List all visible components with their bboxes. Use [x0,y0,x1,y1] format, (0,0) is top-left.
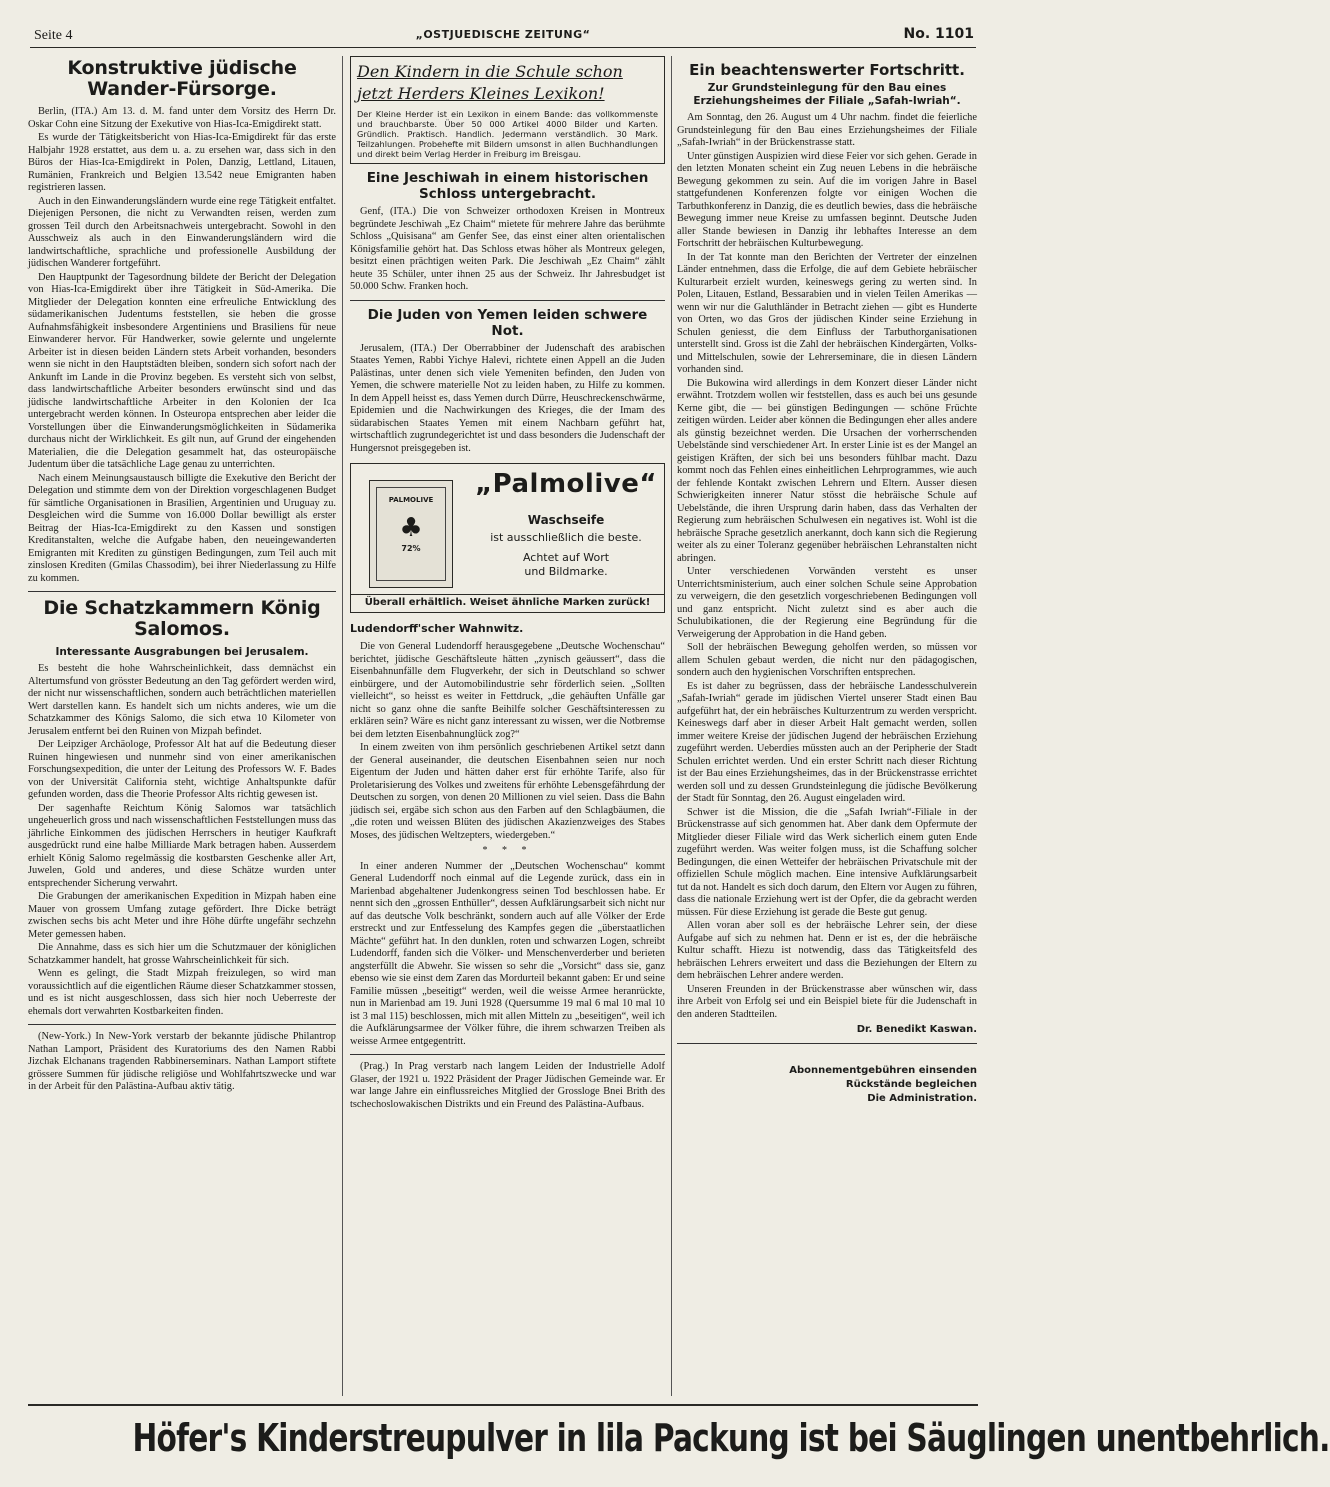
soap-package-image [369,480,453,588]
news-item: (New-York.) In New-York verstarb der bekannte jüdische Philantrop Nathan Lamport, Präsident des Kuratoriums des den Namen Rabbi Jizchak Elchanans tragenden Rabbinerseminars. Nathan Lamport stiftete grössere Summen für jüdische religiöse und Wohlfahrtszwecke und war in der Arbeit für den Palästina-Aufbau aktiv tätig. [28,1031,336,1092]
ad-script-line: jetzt Herders Kleines Lexikon! [357,84,605,103]
administration-notice [677,1064,977,1106]
article-paragraph: Es ist daher zu begrüssen, dass der hebräische Landesschulverein „Safah-Iwriah“ gerade im jüdischen Viertel unserer Stadt einen Bau aufgeführt hat, der ein hebräisches Kulturzentrum zu werden verspricht. Keineswegs darf aber in dieser Arbeit Halt gemacht werden, sollen immer weitere Kreise der jüdischen Jugend der hebräischen Erziehung zugeführt werden. Ueberdies müssten auch an der Peripherie der Stadt Schulen errichtet werden. Und ein erster Schritt nach dieser Richtung ist der Bau eines Erziehungsheimes, das in der Brückenstrasse errichtet werden soll und zu dessen Grundsteinlegung die jüdische Bevölkerung der Stadt für Sonntag, den 26. August eingeladen wird. [677,680,977,804]
article-divider [28,591,336,592]
article-subheadline: Zur Grundsteinlegung für den Bau eines Erziehungsheimes der Filiale „Safah-Iwriah“. [693,82,961,107]
article-headline: Die Schatzkammern König Salomos. [43,597,321,640]
article-paragraph: In der Tat konnte man den Berichten der Vertreter der einzelnen Länder entnehmen, dass die Erfolge, die auf dem Gebiete hebräischer Kulturarbeit erzielt wurden, keineswegs gering zu werten sind. In Polen, Litauen, Estland, Bessarabien und in vielen Teilen Amerikas — wenn wir nur die Galuthländer in Betracht ziehen — gibt es Hunderte von Orten, wo das Gros der jüdischen Kinder seine Erziehung in Schulen geniesst, die dem Einfluss der Tarbuthorganisationen unterstellt sind. Gross ist die Zahl der hebräischen Kindergärten, Volks- und Mittelschulen, sowie der Lehrerseminare, die in diesen Ländern vorhanden sind. [677,251,977,375]
ad-body: Der Kleine Herder ist ein Lexikon in einem Bande: das vollkommenste und brauchbarste. Über 50 000 Artikel 4000 Bilder und Karten. Gründlich. Praktisch. Handlich. Jedermann verständlich. 30 Mark. Teilzahlungen. Probehefte mit Bildern umsonst in allen Buchhandlungen und direkt beim Verlag Herder in Freiburg im Breisgau. [357,109,658,159]
article-paragraph: Schwer ist die Mission, die die „Safah Iwriah“-Filiale in der Brückenstrasse auf sich genommen hat. Aber dank dem Opfermute der Mitglieder dieser Filiale wird das Werk sicherlich einem guten Ende zugeführt werden. Was weiter folgen muss, ist die Schaffung solcher Bedingungen, die einen Wetteifer der hebräischen Privatschule mit der offiziellen Schule möglich machen. Eine intensive Aufklärungsarbeit tut da not. Handelt es sich doch darum, den Eltern vor Augen zu führen, dass die nationale Erziehung wert ist der Opfer, die da gebracht werden müssen. Für diese Erziehung ist gerade die Beste gut genug. [677,806,977,918]
article-paragraph: Nach einem Meinungsaustausch billigte die Exekutive den Bericht der Delegation und stimmte dem von der Direktion vorgeschlagenen Budget für sämtliche Organisationen in Brasilien, Argentinien und Uruguay zu. Desgleichen wird die Summe von 16.000 Dollar bewilligt als erster Beitrag der Hias-Ica-Emigdirekt zu den Kassen und sonstigen Kreditanstalten, welche die Aufgabe haben, den neueingewanderten Emigranten mit Krediten zu günstigen Bedingungen, zum Teil auch mit zinslosen Krediten (Gmilas Chassodim), bei ihrer Niederlassung zu Hilfe zu kommen. [28,472,336,584]
article-paragraph: Jerusalem, (ITA.) Der Oberrabbiner der Judenschaft des arabischen Staates Yemen, Rabbi Yichye Halevi, richtete einen Appell an die Juden Palästinas, unter denen sich viele Yemeniten befinden, den Juden von Yemen, die schwere materielle Not zu leiden haben, zu Hilfe zu kommen. In dem Appell heisst es, dass Yemen durch Dürre, Heuschreckenschwärme, Epidemien und die Nachwirkungen des Krieges, die der Imam des südarabischen Staates Yemen mit einem Nachbarn geführt hat, wirtschaftlich zugrundegerichtet ist und dass besonders die Judenschaft der Hungersnot preisgegeben ist. [350,342,665,454]
package-number: 72% [401,543,421,553]
notice-line: Abonnementgebühren einsenden [789,1064,977,1076]
article-subheadline: Interessante Ausgrabungen bei Jerusalem. [55,646,309,658]
ad-claim: ist ausschließlich die beste. [490,531,642,544]
masthead [30,22,976,48]
article-divider [350,300,665,301]
section-separator: * * * [482,845,533,856]
article-paragraph: Den Hauptpunkt der Tagesordnung bildete der Bericht der Delegation von Hias-Ica-Emigdirekt über ihre Tätigkeit in Süd-Amerika. Die Mitglieder der Delegation konnten eine erfreuliche Entwicklung des südamerikanischen Judentums feststellen, sie heben die grosse Aufnahmsfähigkeit insbesondere Argentiniens und Brasiliens für neue Einwanderer hervor. Für Handwerker, sowie gelernte und ungelernte Arbeiter ist in diesen beiden Ländern stets Arbeit vorhanden, besonders wenn sie nicht in den Hauptstädten bleiben, sondern sich sofort nach der Ankunft im Lande in die Provinz begeben. Es versteht sich von selbst, dass landwirtschaftliche Arbeiter besonders erwünscht sind und das jüdische landwirtschaftliche Arbeiter in den Kolonien der Ica untergebracht werden können. In Osteuropa entsprechen aber leider die Vorstellungen über die Einwanderungsmöglichkeiten in Südamerika durchaus nicht der Wirklichkeit. Es gilt nun, auf Grund der eingehenden Materialien, die die Delegation gesammelt hat, das osteuropäische Judentum über die tatsächliche Lage genau zu unterrichten. [28,271,336,470]
news-item: (Prag.) In Prag verstarb nach langem Leiden der Industrielle Adolf Glaser, der 1921 u. 1922 Präsident der Prager Jüdischen Gemeinde war. Er war lange Jahre ein einflussreiches Mitglied der Grossloge Bnei Brith des tschechoslowakischen Distrikts und ein Freund des Palästina-Aufbaus. [350,1061,665,1110]
article-paragraph: Die von General Ludendorff herausgegebene „Deutsche Wochenschau“ berichtet, jüdische Geschäftsleute hätten „zynisch geäussert“, dass die Eisenbahnunfälle dem Flugverkehr, der sich in Deutschland so schwer einbürgere, und der Automobilindustrie sehr förderlich seien. „Sollten vielleicht“, so heisst es weiter in Fettdruck, „die gehäuften Unfälle gar nicht so ganz ohne die sanfte Beihilfe solcher Geschäftsinteressen zu erklären sein? Wäre es nicht ganz interessant zu wissen, wer die Notbremse bei dem letzten Eisenbahnunglück zog?“ [350,641,665,740]
article-paragraph: In einem zweiten von ihm persönlich geschriebenen Artikel setzt dann der General auseinander, die deutschen Eisenbahnen seien nur noch Eigentum der Juden und hätten daher erst für erhöhte Tarife, also für Proletarisierung des Volkes und zweitens für erhöhte Lebensgefährdung der Deutschen zu sorgen, von denen 20 Millionen zu viel seien. Dass die Bahn jüdisch sei, ergäbe sich schon aus den Farben auf den Schlagbäumen, die „die roten und weissen Blüten des jüdischen Akazienzweiges des Stabes Moses, des jüdischen Weltzepters, wiedergeben.“ [350,742,665,841]
article-divider [350,1054,665,1055]
ad-script-line: Den Kindern in die Schule schon [357,62,623,81]
notice-line: Die Administration. [867,1092,977,1104]
column-divider [671,56,672,1396]
article-paragraph: In einer anderen Nummer der „Deutschen Wochenschau“ kommt General Ludendorff noch einmal auf die Legende zurück, dass ein in Marienbad abgehaltener Judenkongress seinen Tod beschlossen habe. Er nennt sich den „grossen Enthüller“, dessen Aufklärungsarbeit sich nicht nur auf das deutsche Volk beschränkt, sondern auch auf alle Völker der Erde erstreckt und zur Entfesselung des Kampfes gegen die „überstaatlichen Mächte“ geführt hat. In den dunklen, roten und schwarzen Logen, schreibt Ludendorff, fanden sich die Völker- und Menschenverderber und berieten angsterfüllt die Abwehr. Sie wissen so sehr die „Vorsicht“ dass sie, ganz ebenso wie sie einst dem Zaren das Mordurteil bekannt gaben: Er und seine Familie müssen „beseitigt“ werden, weil die weisse Armee heranrückte, nun in Marienbad am 19. Juni 1928 (Quersumme 19 mal 6 mal 10 mal 10 ist 3 mal 115) beschlossen, mich mit allen Mitteln zu „beseitigen“, weil ich die Aufklärungsarmee der Völker führe, die ihrem schwarzen Treiben als weisse Armee entgegentritt. [350,860,665,1047]
newspaper-title: „OSTJUEDISCHE ZEITUNG“ [415,28,591,41]
article-headline: Eine Jeschiwah in einem historischen Schloss untergebracht. [366,170,649,202]
article-paragraph: Es besteht die hohe Wahrscheinlichkeit, dass demnächst ein Altertumsfund von grösster Bedeutung an den Tag gefördert werden wird, der nicht nur wissenschaftlichen, sondern auch beträchtlichen materiellen Wert darstellen kann. Es handelt sich um nichts anderes, wie um die Schatzkammer des Königs Salomo, die sich etwa 10 Kilometer von Jerusalem entfernt bei den Ruinen von Mizpah befindet. [28,663,336,737]
article-paragraph: Unter verschiedenen Vorwänden versteht es unser Unterrichtsministerium, auch einer solchen Schule seine Approbation zu verweigern, die den gesetzlich vorgeschriebenen Bedingungen voll und ganz entspricht. Nicht zuletzt sind es aber auch die Schulubikationen, die der Regierung eine Begründung für die Verweigerung der Approbation in die Hand geben. [677,566,977,640]
article-paragraph: Soll der hebräischen Bewegung geholfen werden, so müssen vor allem Schulen gebaut werden, die nicht nur den pädagogischen, sondern auch den hygienischen Vorschriften entsprechen. [677,642,977,678]
column-left [28,56,336,1095]
article-paragraph: Unter günstigen Auspizien wird diese Feier vor sich gehen. Gerade in den letzten Monaten scheint ein Zug neuen Lebens in die hebräische Bewegung gekommen zu sein. Auf die im vorigen Jahre in Basel stattgefundenen Konferenzen folgte vor einigen Wochen die Tarbuthkonferenz in Danzig, die es deutlich bewies, dass die hebräische Bewegung immer neue Kreise zu umfassen beginnt. Deutsche Juden aller Stande bewiesen in Danzig ihr lebhaftes Interesse an dem Fortschritt der hebräischen Kulturbewegung. [677,150,977,249]
ad-note: und Bildmarke. [524,565,608,578]
article-paragraph: Allen voran aber soll es der hebräische Lehrer sein, der diese Aufgabe auf sich zu nehmen hat. Denn er ist es, der die hebräische Kultur schafft. Hiezu ist notwendig, dass das Tätigkeitsfeld des hebräischen Lehrers erweitert und dass die Beziehungen der Eltern zu dem hebräischen Lehrer andere werden. [677,920,977,981]
article-headline: Ludendorff'scher Wahnwitz. [350,622,524,635]
ad-brand: „Palmolive“ [475,469,657,499]
ad-product: Waschseife [527,513,605,527]
article-paragraph: Am Sonntag, den 26. August um 4 Uhr nachm. findet die feierliche Grundsteinlegung für den Bau eines Erziehungsheimes der Filiale „Safah-Iwriah“ in der Brückenstrasse statt. [677,112,977,148]
palmolive-ad [350,463,665,613]
ad-note: Achtet auf Wort [522,551,610,564]
kinderstreupulver-ad [28,1404,1330,1470]
article-headline: Ein beachtenswerter Fortschritt. [689,61,965,79]
palm-tree-icon: ♣ [399,512,423,543]
article-paragraph: Berlin, (ITA.) Am 13. d. M. fand unter dem Vorsitz des Herrn Dr. Oskar Cohn eine Sitzung der Exekutive von Hias-Ica-Emigdirekt statt. [28,106,336,130]
column-right [677,56,977,1106]
article-paragraph: Unseren Freunden in der Brückenstrasse aber wünschen wir, dass ihre Arbeit von Erfolg sei und ein Beispiel biete für die Judenschaft in den anderen Stadtteilen. [677,983,977,1020]
article-paragraph: Der sagenhafte Reichtum König Salomos war tatsächlich ungeheuerlich gross und nach wissenschaftlichen Feststellungen muss das jährliche Einkommen des jüdischen Herrschers in heutiger Kaufkraft ausgedrückt rund eine halbe Milliarde Mark betragen haben. Ausserdem erhielt König Salomo regelmässig die kostbarsten Geschenke aller Art, Juwelen, Gold und anderes, und diese Schätze wurden unter entsprechender Sicherung verwahrt. [28,802,336,889]
herder-lexikon-ad [350,56,665,164]
page-label: Seite 4 [34,28,73,43]
article-paragraph: Die Grabungen der amerikanischen Expedition in Mizpah haben eine Mauer von grossem Umfang zutage gefördert. Ihre Dicke beträgt zwischen sechs bis acht Meter und ihre Höhe dürfte ungefähr sechzehn Meter gemessen haben. [28,891,336,940]
package-label: PALMOLIVE [388,496,434,504]
article-paragraph: Die Bukowina wird allerdings in dem Konzert dieser Länder nicht erwähnt. Trotzdem wollen wir feststellen, dass es auch bei uns gesunde Kerne gibt, die — bei günstigen Bedingungen — schöne Früchte zeitigen würden. Leider aber können die Bedingungen eher alles andere als günstig bezeichnet werden. Die Ursachen der vorherrschenden Uebelstände sind verschiedener Art. In erster Linie ist es der Mangel an geistigen Kräften, der sich bei uns besonders fühlbar macht. Dazu kommt noch das Fehlen eines einheitlichen Lehrprogrammes, wie auch der fehlende Kontakt zwischen Lehrern und Eltern. Ausser diesen Schwierigkeiten innerer Natur stösst die hebräische Schule auf Uebelstände, die ihren Ursprung darin haben, dass das Verhalten der Regierung zum hebräischen Schulwesen ein negatives ist. Wohl ist die hebräische Sprache gesetzlich anerkannt, doch kann sich die Regierung weiter als zu einer Toleranz gegenüber hebräischen Lehranstalten nicht abringen. [677,377,977,564]
author-signature: Dr. Benedikt Kaswan. [856,1024,977,1035]
ad-slogan: Höfer's Kinderstreupulver in lila Packung ist bei Säuglingen unentbehrlich. [132,1416,1330,1460]
article-headline: Die Juden von Yemen leiden schwere Not. [367,306,648,339]
article-paragraph: Der Leipziger Archäologe, Professor Alt hat auf die Bedeutung dieser Ruinen hingewiesen und nunmehr sind von einer amerikanischen Forschungsexpedition, die unter der Leitung des Professors W. F. Bades von der Universität California steht, wichtige Anhaltspunkte dafür gefunden worden, dass die Theorie Professor Alts richtig gewesen ist. [28,739,336,800]
column-divider [342,56,343,1396]
issue-number: No. 1101 [903,26,974,42]
column-middle [350,56,665,1112]
article-divider [677,1043,977,1044]
notice-line: Rückstände begleichen [845,1078,977,1090]
article-divider [28,1024,336,1025]
article-paragraph: Auch in den Einwanderungsländern wurde eine rege Tätigkeit entfaltet. Diejenigen Personen, die nicht zu Verwandten reisen, werden zum grossen Teil durch den Arbeitsnachweis untergebracht. Sowohl in den Ausschweiz als auch in den Einwanderungsländern wird die landwirtschaftliche, sprachliche und professionelle Ausbildung der jüdischen Wanderer fortgeführt. [28,195,336,269]
article-paragraph: Wenn es gelingt, die Stadt Mizpah freizulegen, so wird man voraussichtlich auf die eigentlichen Räume dieser Schatzkammer stossen, und es ist nicht ausgeschlossen, dass sich hier noch Ueberreste der ehemals dort verwahrten Kostbarkeiten finden. [28,968,336,1017]
article-paragraph: Genf, (ITA.) Die von Schweizer orthodoxen Kreisen in Montreux begründete Jeschiwah „Ez Chaim“ mietete für mehrere Jahre das berühmte Schloss „Quisisana“ am Genfer See, das einst einer alten orientalischen Königsfamilie gehört hat. Das Schloss etwas höher als Montreux gelegen, besitzt einen prächtigen weiten Park. Die Jeschiwah „Ez Chaim“ zählt heute 35 Schüler, unter ihnen 25 aus der Schweiz. Ihr Jahresbudget ist 50.000 Schw. Franken hoch. [350,206,665,292]
article-headline: Konstruktive jüdische Wander-Fürsorge. [67,57,297,100]
article-paragraph: Die Annahme, dass es sich hier um die Schutzmauer der königlichen Schatzkammer handelt, hat grosse Wahrscheinlichkeit für sich. [28,942,336,966]
ad-footer: Überall erhältlich. Weiset ähnliche Marken zurück! [351,594,664,612]
article-paragraph: Es wurde der Tätigkeitsbericht von Hias-Ica-Emigdirekt für das erste Halbjahr 1928 erstattet, aus dem u. a. zu ersehen war, dass sich in den Büros der Hias-Ica-Emigdirekt in Polen, Danzig, Lettland, Litauen, Rumänien, Frankreich und Belgien 13.542 neue Emigranten haben registrieren lassen. [28,132,336,193]
